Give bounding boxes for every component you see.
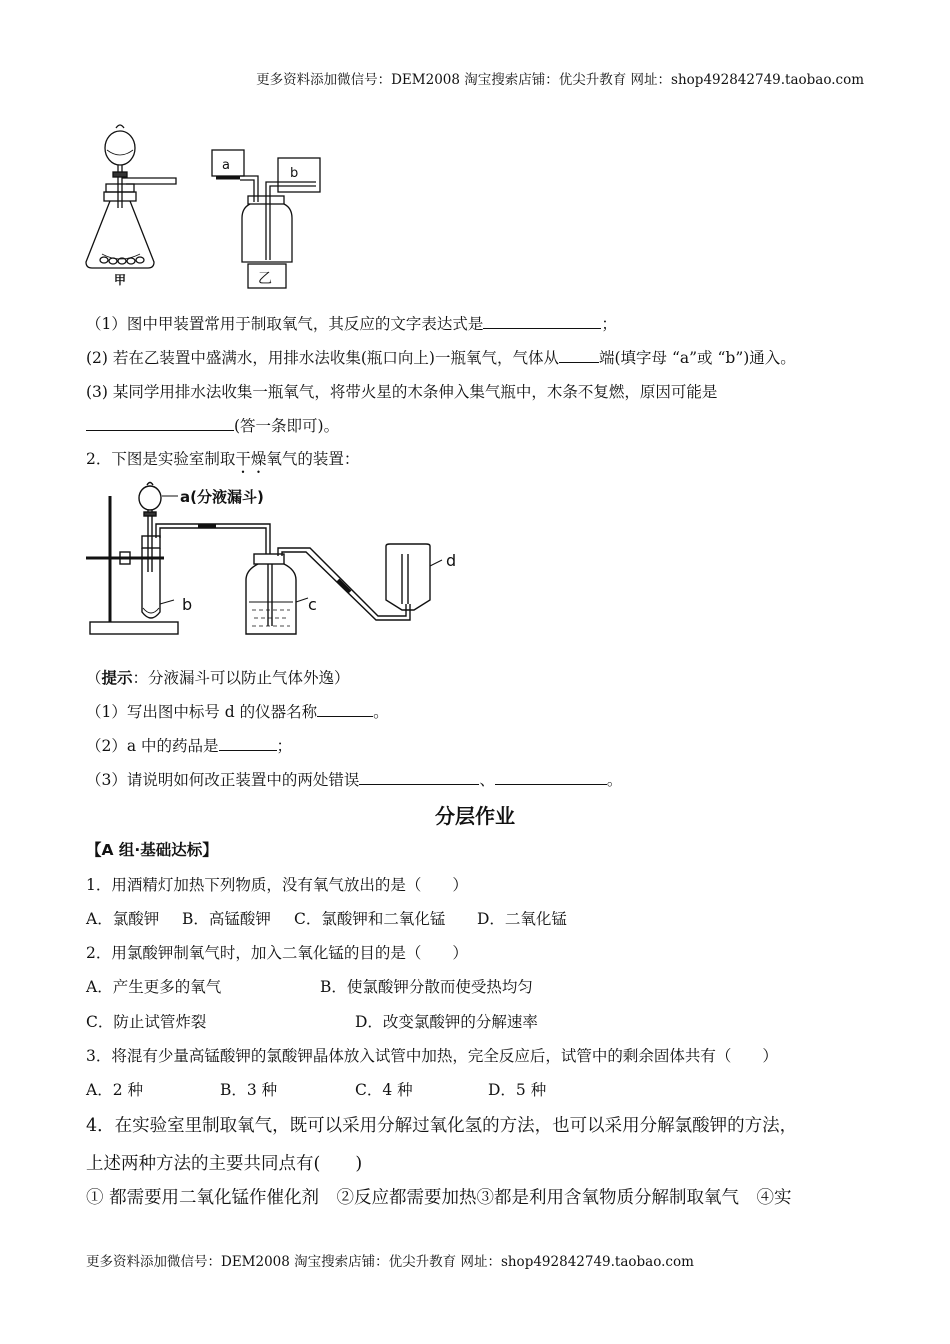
a4-line3: ① 都需要用二氧化锰作催化剂 ②反应都需要加热③都是利用含氧物质分解制取氧气 ④实: [86, 1188, 792, 1208]
label-yi: 乙: [258, 271, 272, 287]
answer-blank[interactable]: [317, 701, 373, 717]
a3-stem: 3．将混有少量高锰酸钾的氯酸钾晶体放入试管中加热，完全反应后，试管中的剩余固体共有（ ）: [86, 1047, 778, 1065]
answer-blank[interactable]: [86, 415, 234, 431]
label-b-tube: b: [182, 595, 193, 614]
a2-option-b: B．使氯酸钾分散而使受热均匀: [320, 978, 533, 996]
answer-blank[interactable]: [359, 769, 479, 785]
apparatus-jia: [86, 125, 176, 268]
a3-option-b: B．3 种: [220, 1081, 278, 1099]
a3-option-d: D．5 种: [488, 1081, 547, 1099]
label-b: b: [290, 166, 299, 181]
q2-sub2: （2）a 中的药品是 ；: [86, 737, 293, 755]
q2-sub3: （3）请说明如何改正装置中的两处错误 、 。: [86, 771, 623, 789]
answer-blank[interactable]: [483, 313, 601, 329]
page-footer: 更多资料添加微信号：DEM2008 淘宝搜索店铺：优尖升教育 网址：shop492842749.taobao.com: [86, 1254, 694, 1270]
label-c-bottle: c: [308, 595, 317, 614]
q2-stem: 2．下图是实验室制取干燥氧气的装置：: [86, 450, 360, 468]
label-a: a: [222, 158, 230, 173]
a4-line2: 上述两种方法的主要共同点有( ): [86, 1154, 363, 1174]
section-title: 分层作业: [435, 804, 515, 828]
q2-hint: （提示：分液漏斗可以防止气体外逸）: [86, 668, 350, 687]
answer-blank[interactable]: [559, 347, 599, 363]
label-a-funnel: a(分液漏斗): [180, 488, 264, 506]
q1-part3-cont: (答一条即可)。: [86, 414, 339, 436]
q1-part3: (3) 某同学用排水法收集一瓶氧气，将带火星的木条伸入集气瓶中，木条不复燃，原因可能是: [86, 383, 718, 401]
a1-option-d: D．二氧化锰: [477, 910, 567, 928]
page-header: 更多资料添加微信号：DEM2008 淘宝搜索店铺：优尖升教育 网址：shop492842749.taobao.com: [256, 72, 864, 88]
q1-part1: （1）图中甲装置常用于制取氧气，其反应的文字表达式是 ；: [86, 315, 617, 333]
q2-sub1: （1）写出图中标号 d 的仪器名称 。: [86, 703, 389, 721]
a1-option-a: A．氯酸钾: [86, 910, 160, 928]
a2-stem: 2．用氯酸钾制氧气时，加入二氧化锰的目的是（ ）: [86, 944, 468, 962]
figure-jia-yi: [80, 120, 340, 290]
a2-option-d: D．改变氯酸钾的分解速率: [355, 1013, 538, 1031]
group-heading: 【A 组·基础达标】: [86, 841, 218, 859]
a4-line1: 4．在实验室里制取氧气，既可以采用分解过氧化氢的方法，也可以采用分解氯酸钾的方法，: [86, 1116, 798, 1136]
answer-blank[interactable]: [219, 735, 277, 751]
a1-option-c: C．氯酸钾和二氧化锰: [294, 910, 446, 928]
figure-dry-oxygen: [86, 476, 486, 641]
a3-option-a: A．2 种: [86, 1081, 143, 1099]
a1-option-b: B．高锰酸钾: [182, 910, 271, 928]
a2-option-a: A．产生更多的氧气: [86, 978, 222, 996]
a1-stem: 1．用酒精灯加热下列物质，没有氧气放出的是（ ）: [86, 876, 468, 894]
a2-option-c: C．防止试管炸裂: [86, 1013, 207, 1031]
label-d-collector: d: [446, 551, 457, 570]
label-jia: 甲: [114, 273, 127, 287]
q1-part2: (2) 若在乙装置中盛满水，用排水法收集(瓶口向上)一瓶氧气，气体从 端(填字母 “a”或 “b”)通入。: [86, 349, 796, 367]
a3-option-c: C．4 种: [355, 1081, 413, 1099]
answer-blank[interactable]: [495, 769, 607, 785]
